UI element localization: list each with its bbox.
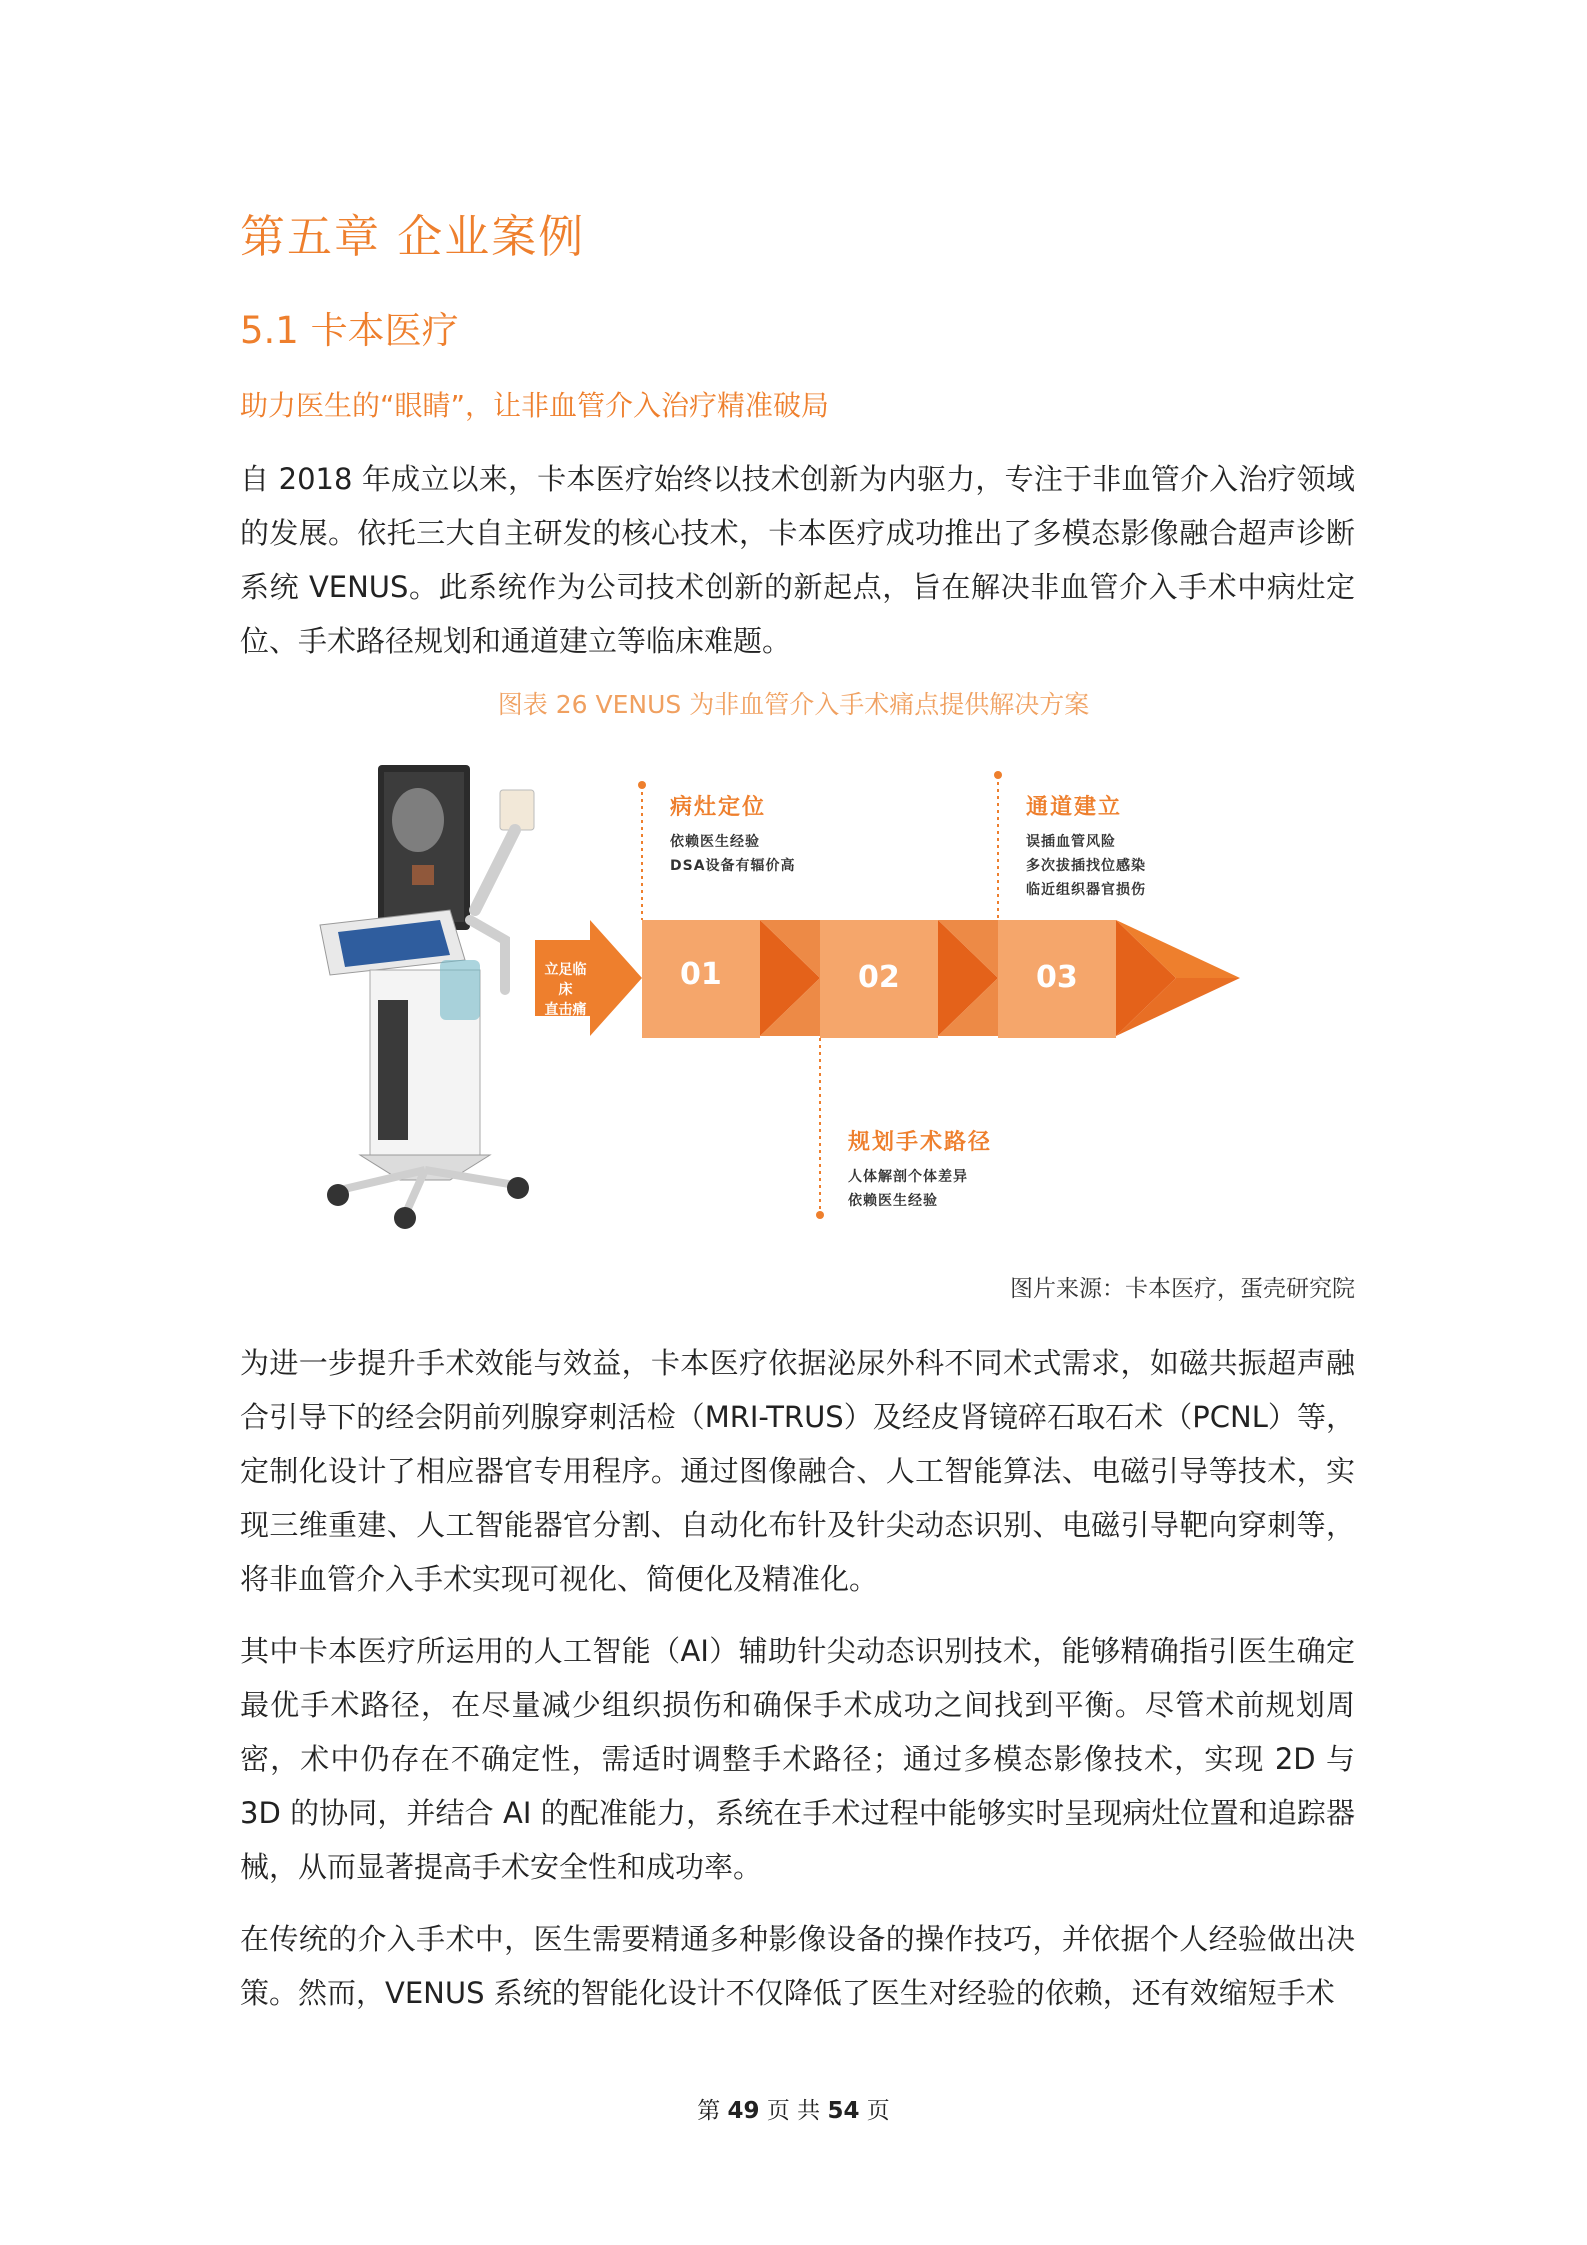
step-desc-03: 误插血管风险 多次拔插找位感染 临近组织器官损伤 — [1026, 834, 1146, 898]
figure-caption: 图表 26 VENUS 为非血管介入手术痛点提供解决方案 — [497, 690, 1090, 719]
footer-middle: 页 共 — [766, 2098, 821, 2124]
figure-source: 图片来源：卡本医疗，蛋壳研究院 — [1010, 1276, 1355, 1302]
paragraph-4: 在传统的介入手术中，医生需要精通多种影像设备的操作技巧，并依据个人经验做出决策。然而，VENUS 系统的智能化设计不仅降低了医生对经验的依赖，还有效缩短手术 — [240, 1922, 1355, 2010]
step-number-01: 01 — [680, 957, 722, 992]
footer-prefix: 第 — [697, 2098, 721, 2124]
step-title-02: 规划手术路径 — [848, 1130, 993, 1155]
footer-total-pages: 54 — [827, 2098, 860, 2124]
step-number-02: 02 — [858, 960, 900, 995]
page-footer — [0, 2092, 1587, 2125]
lead-arrow-label: 立足临床 直击痛点 — [544, 962, 587, 1038]
paragraph-3: 其中卡本医疗所运用的人工智能（AI）辅助针尖动态识别技术，能够精确指引医生确定最优手术路径，在尽量减少组织损伤和确保手术成功之间找到平衡。尽管术前规划周密，术中仍存在不确定性，需适时调整手术路径；通过多模态影像技术，实现 2D 与 3D 的协同，并结合 AI 的配准能力，系统在手术过程中能够实时呈现病灶位置和追踪器械，从而显著提高手术安全性和成功率。 — [240, 1634, 1355, 1884]
footer-suffix: 页 — [866, 2098, 890, 2124]
step-desc-01: 依赖医生经验 DSA设备有辐价高 — [670, 834, 796, 874]
step-title-03: 通道建立 — [1026, 795, 1123, 820]
paragraph-2: 为进一步提升手术效能与效益，卡本医疗依据泌尿外科不同术式需求，如磁共振超声融合引导下的经会阴前列腺穿刺活检（MRI-TRUS）及经皮肾镜碎石取石术（PCNL）等，定制化设计了相应器官专用程序。通过图像融合、人工智能算法、电磁引导等技术，实现三维重建、人工智能器官分割、自动化布针及针尖动态识别、电磁引导靶向穿刺等，将非血管介入手术实现可视化、简便化及精准化。 — [240, 1346, 1355, 1596]
venus-device-illustration — [320, 765, 534, 1229]
step-desc-02: 人体解剖个体差异 依赖医生经验 — [848, 1169, 968, 1209]
paragraph-1: 自 2018 年成立以来，卡本医疗始终以技术创新为内驱力，专注于非血管介入治疗领域的发展。依托三大自主研发的核心技术，卡本医疗成功推出了多模态影像融合超声诊断系统 VENUS。此系统作为公司技术创新的新起点，旨在解决非血管介入手术中病灶定位、手术路径规划和通道建立等临床难题。 — [240, 462, 1355, 658]
subheading: 助力医生的“眼睛”，让非血管介入治疗精准破局 — [240, 389, 830, 422]
step-title-01: 病灶定位 — [670, 795, 767, 820]
section-title: 5.1 卡本医疗 — [240, 309, 459, 352]
figure-venus-solution — [300, 760, 1290, 1230]
step-number-03: 03 — [1036, 960, 1078, 995]
footer-page-number: 49 — [727, 2098, 760, 2124]
chapter-title: 第五章 企业案例 — [240, 210, 586, 263]
